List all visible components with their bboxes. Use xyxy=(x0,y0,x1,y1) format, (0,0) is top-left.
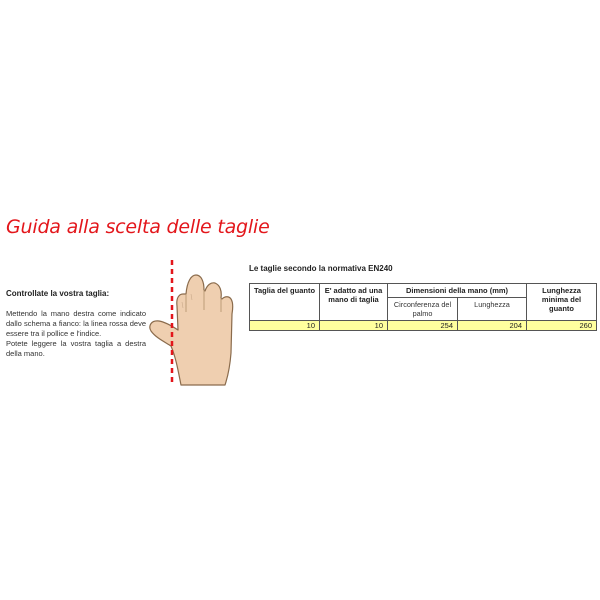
cell-min-length: 260 xyxy=(527,321,597,331)
instructions-body xyxy=(6,309,146,359)
table-row xyxy=(250,321,597,331)
header-length: Lunghezza xyxy=(458,298,527,321)
cell-length: 204 xyxy=(458,321,527,331)
size-table xyxy=(249,283,597,331)
instructions-paragraph: Mettendo la mano destra come indicato dallo schema a fianco: la linea rossa deve essere tra il pollice e l'indice. xyxy=(6,309,146,338)
cell-palm: 254 xyxy=(388,321,458,331)
instructions-heading: Controllate la vostra taglia: xyxy=(6,289,110,298)
header-dimensions: Dimensioni della mano (mm) xyxy=(388,284,527,298)
page-title: Guida alla scelta delle taglie xyxy=(6,216,270,238)
header-suitable: E' adatto ad una mano di taglia xyxy=(320,284,388,321)
table-title: Le taglie secondo la normativa EN240 xyxy=(249,264,393,273)
cell-size: 10 xyxy=(250,321,320,331)
header-size: Taglia del guanto xyxy=(250,284,320,321)
header-palm: Circonferenza del palmo xyxy=(388,298,458,321)
instructions-paragraph: Potete leggere la vostra taglia a destra della mano. xyxy=(6,339,146,358)
cell-suitable: 10 xyxy=(320,321,388,331)
header-min-length: Lunghezza minima del guanto xyxy=(527,284,597,321)
glove-illustration xyxy=(145,258,245,388)
glove-icon xyxy=(150,275,233,385)
